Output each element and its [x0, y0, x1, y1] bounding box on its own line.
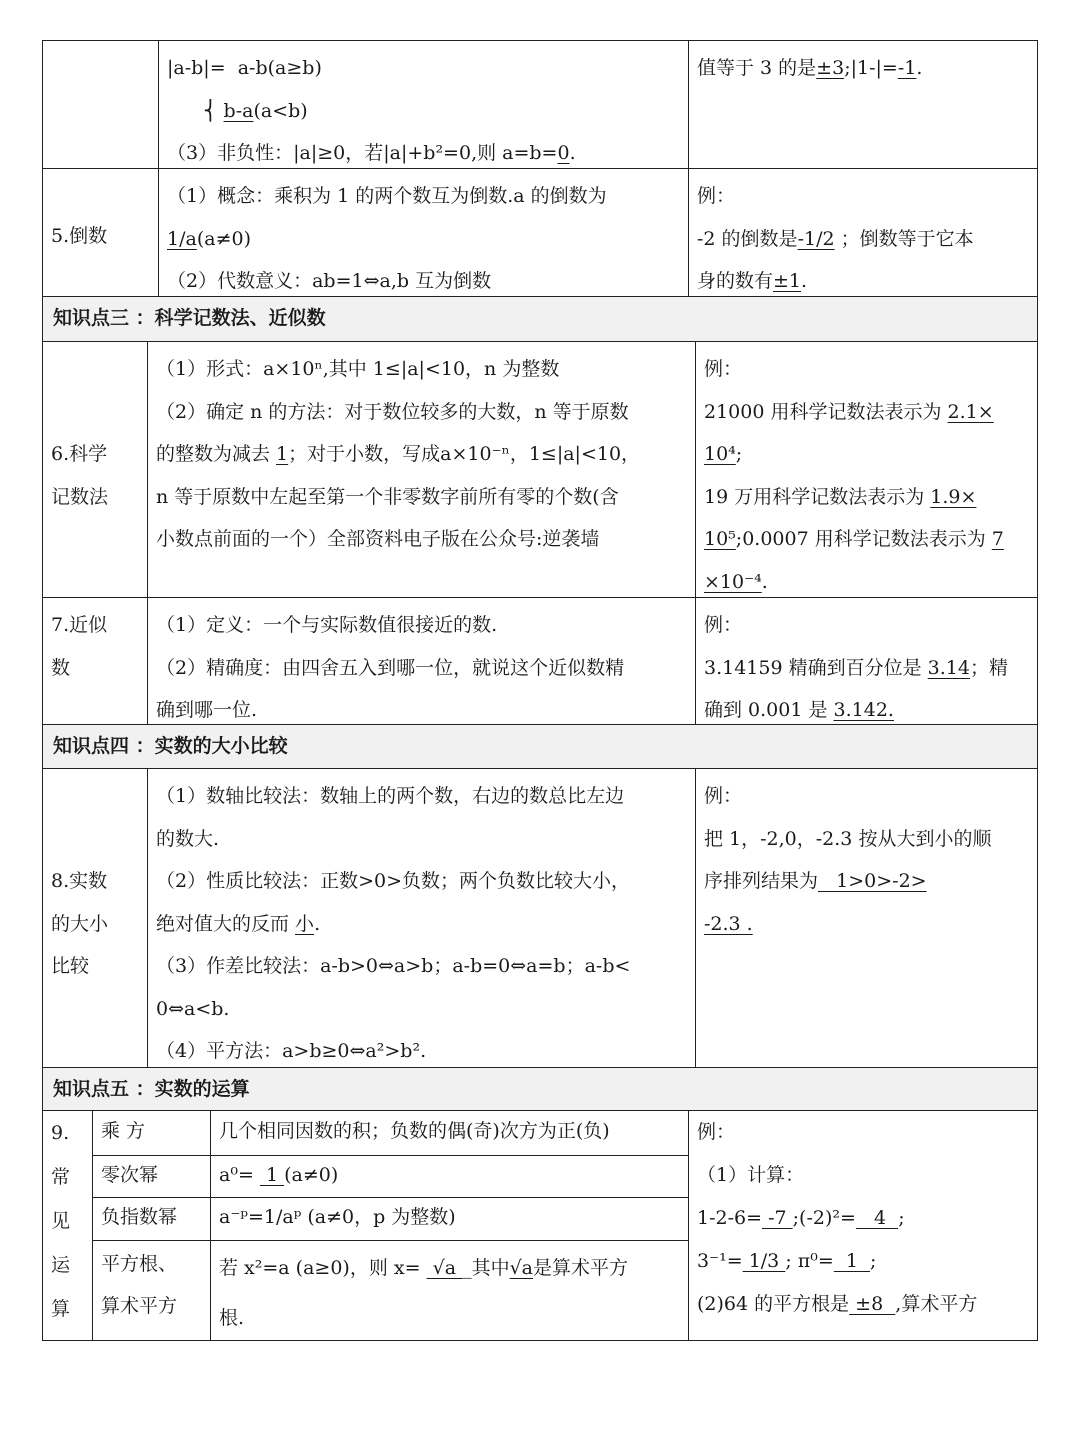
answer-blank: √a — [426, 1257, 463, 1279]
answer-blank: ×10⁻⁴ — [704, 570, 762, 593]
text-line — [156, 903, 687, 946]
operations-example-cell — [688, 1110, 1038, 1341]
text-segment: 零次幂 — [101, 1164, 159, 1186]
answer-blank: 3.142. — [833, 699, 894, 721]
text-segment: （1）概念：乘积为 1 的两个数互为倒数.a 的倒数为 — [167, 185, 607, 207]
text-segment: 的大小 — [51, 912, 109, 935]
text-line — [697, 260, 1029, 297]
text-line — [156, 1030, 687, 1068]
answer-blank: 1 — [833, 1250, 871, 1272]
text-segment: 7.近似 — [51, 614, 108, 636]
text-line — [704, 818, 1029, 861]
text-line — [704, 647, 1029, 690]
text-line — [51, 604, 139, 647]
text-line — [704, 903, 1029, 946]
text-line — [697, 1111, 1029, 1154]
text-segment: （1）定义：一个与实际数值很接近的数. — [156, 614, 498, 636]
text-line — [51, 945, 139, 988]
text-line — [704, 689, 1029, 725]
text-segment: (2)64 的平方根是 — [697, 1293, 850, 1315]
text-segment: ；精 — [969, 656, 1008, 679]
text-line — [704, 433, 1029, 476]
text-segment: （2）性质比较法：正数>0>负数；两个负数比较大小， — [156, 870, 631, 892]
text-segment: 6.科学 — [51, 443, 108, 465]
text-segment: 序排列结果为 — [704, 870, 819, 892]
sci-notation-definition-cell — [147, 341, 696, 598]
text-segment: 乘 方 — [101, 1120, 146, 1142]
neg-exp-name-cell — [92, 1197, 211, 1241]
compare-label-cell — [42, 768, 148, 1068]
text-line — [51, 391, 139, 434]
text-segment: . — [314, 912, 321, 935]
abs-definition-cell — [158, 40, 689, 169]
text-segment: a⁰= — [219, 1164, 260, 1186]
text-segment: n 等于原数中左起至第一个非零数字前所有零的个数(含 — [156, 485, 619, 508]
answer-blank: 1.9× — [930, 485, 977, 508]
reciprocal-label-cell — [42, 168, 159, 297]
text-segment: ; — [735, 443, 743, 465]
answer-blank: 2.1× — [947, 400, 994, 423]
reciprocal-definition-cell — [158, 168, 689, 297]
text-segment: ; — [870, 1250, 877, 1272]
text-line — [156, 604, 687, 647]
operations-label-cell — [42, 1110, 93, 1341]
text-segment: ；对于小数，写成a×10⁻ⁿ，1≤|a|<10， — [288, 443, 641, 465]
text-line — [156, 518, 687, 561]
answer-blank: 1 — [259, 1164, 285, 1186]
text-line — [51, 476, 139, 519]
sqrt-name-cell — [92, 1240, 211, 1341]
text-segment: 值等于 3 的是 — [697, 57, 817, 79]
text-line — [704, 348, 1029, 391]
text-line — [167, 218, 680, 261]
text-segment: . — [916, 57, 923, 79]
power-name-cell — [92, 1110, 211, 1156]
text-line — [704, 604, 1029, 647]
text-segment: 8.实数 — [51, 870, 108, 892]
text-line — [704, 775, 1029, 818]
text-segment: 例： — [704, 614, 743, 636]
text-segment: 算 — [51, 1298, 71, 1320]
text-segment: 见 — [51, 1210, 71, 1232]
answer-blank: -1 — [897, 57, 917, 79]
text-segment: (a≠0) — [196, 227, 251, 250]
text-segment: 数 — [51, 656, 71, 679]
text-segment: ；倒数等于它本 — [834, 227, 974, 250]
text-line — [219, 1160, 680, 1190]
text-segment: _其中 — [462, 1257, 510, 1279]
text-segment: 3⁻¹= — [697, 1250, 743, 1272]
answer-blank: 7 — [991, 528, 1004, 550]
text-segment: (a≠0) — [284, 1164, 339, 1186]
text-segment: （3）非负性：|a|≥0，若|a|+b²=0,则 a=b= — [167, 142, 558, 164]
text-line — [697, 47, 1029, 90]
text-line — [697, 1283, 1029, 1326]
answer-blank: 小 — [295, 912, 315, 935]
text-segment: 比较 — [51, 955, 90, 977]
text-segment: 身的数有 — [697, 270, 774, 292]
reciprocal-example-cell — [688, 168, 1038, 297]
text-segment: 的数大. — [156, 827, 220, 850]
text-line — [167, 47, 680, 90]
answer-blank: -2.3 . — [704, 912, 753, 935]
text-segment: （2）代数意义：ab=1⇔a,b 互为倒数 — [167, 270, 492, 292]
text-segment: 5.倒数 — [51, 225, 108, 247]
text-segment: 例： — [697, 1121, 736, 1143]
text-line — [219, 1293, 680, 1341]
compare-definition-cell — [147, 768, 696, 1068]
answer-blank: 4 — [855, 1207, 899, 1229]
text-line — [51, 1199, 84, 1243]
text-segment: 若 x²=a (a≥0)，则 x= — [219, 1257, 427, 1279]
text-line — [51, 775, 139, 818]
text-line — [51, 860, 139, 903]
text-segment: 19 万用科学记数法表示为 — [704, 485, 931, 508]
text-line — [156, 647, 687, 690]
text-line — [704, 391, 1029, 434]
text-segment: 21000 用科学记数法表示为 — [704, 400, 948, 423]
answer-blank: ±3 — [816, 57, 845, 79]
approx-example-cell — [695, 597, 1038, 725]
text-segment: ;0.0007 用科学记数法表示为 — [735, 528, 992, 550]
text-line — [704, 518, 1029, 561]
text-segment: . — [761, 570, 768, 593]
answer-blank: 1/3 — [742, 1250, 786, 1272]
text-segment: ;|1-|= — [844, 57, 898, 79]
text-segment: -2 的倒数是 — [697, 227, 798, 250]
answer-blank: 1/a — [167, 227, 197, 250]
text-line — [167, 90, 680, 133]
text-line — [704, 860, 1029, 903]
text-segment: 0⇔a<b. — [156, 997, 230, 1020]
text-line — [167, 260, 680, 297]
text-line — [697, 1154, 1029, 1197]
text-segment: （2）精确度：由四舍五入到哪一位，就说这个近似数精 — [156, 656, 625, 679]
text-segment: 确到 0.001 是 — [704, 699, 834, 721]
text-segment: 几个相同因数的积；负数的偶(奇)次方为正(负) — [219, 1120, 610, 1142]
text-line — [219, 1202, 680, 1232]
text-segment: 负指数幂 — [101, 1206, 178, 1228]
text-segment: 算术平方 — [101, 1295, 178, 1317]
text-line — [156, 775, 687, 818]
text-segment: （3）作差比较法：a-b>0⇔a>b；a-b=0⇔a=b；a-b< — [156, 955, 631, 977]
text-line — [156, 945, 687, 988]
text-line — [51, 433, 139, 476]
text-line — [156, 988, 687, 1031]
section-header-4: 知识点四 ：实数的大小比较 — [42, 724, 1038, 769]
sci-notation-example-cell — [695, 341, 1038, 598]
text-segment: 9. — [51, 1122, 70, 1144]
text-segment: （1）数轴比较法：数轴上的两个数，右边的数总比左边 — [156, 785, 625, 807]
text-segment: 运 — [51, 1254, 71, 1276]
zero-power-desc-cell — [210, 1155, 689, 1198]
section-header-3: 知识点三 ：科学记数法、近似数 — [42, 296, 1038, 342]
text-segment: （2）确定 n 的方法：对于数位较多的大数，n 等于原数 — [156, 400, 629, 423]
answer-blank: 1>0>-2> — [818, 870, 927, 892]
answer-blank: √a — [509, 1257, 534, 1279]
text-segment: |a-b|= a-b(a≥b) — [167, 57, 322, 79]
text-line — [156, 348, 687, 391]
text-segment: (a<b) — [253, 99, 308, 122]
text-line — [697, 175, 1029, 218]
text-line — [101, 1115, 202, 1147]
approx-label-cell — [42, 597, 148, 725]
text-line — [51, 1287, 84, 1331]
text-segment: 把 1，-2,0，-2.3 按从大到小的顺 — [704, 827, 992, 850]
text-segment: . — [801, 270, 808, 292]
text-segment: ; π⁰= — [785, 1250, 834, 1272]
text-segment: 例： — [704, 358, 743, 380]
sci-notation-label-cell — [42, 341, 148, 598]
text-segment: （4）平方法：a>b≥0⇔a²>b². — [156, 1040, 427, 1062]
text-segment: 平方根、 — [101, 1253, 178, 1275]
answer-blank: -7 — [762, 1207, 793, 1229]
text-line — [219, 1115, 680, 1147]
text-line — [101, 1202, 202, 1232]
text-line — [51, 348, 139, 391]
text-line — [156, 860, 687, 903]
text-segment: （1）计算： — [697, 1164, 805, 1186]
text-line — [167, 175, 680, 218]
text-segment: ;(-2)²= — [792, 1207, 856, 1229]
section-header-5: 知识点五 ：实数的运算 — [42, 1067, 1038, 1111]
answer-blank: 3.14 — [927, 656, 970, 679]
text-segment: a⁻ᵖ=1/aᵖ (a≠0，p 为整数) — [219, 1206, 456, 1228]
text-segment: ⎨ — [167, 99, 224, 122]
power-desc-cell — [210, 1110, 689, 1156]
text-line — [51, 175, 150, 216]
answer-blank: 10⁵ — [704, 528, 736, 550]
text-segment: 确到哪一位. — [156, 699, 258, 721]
text-segment: ; — [898, 1207, 905, 1229]
text-line — [704, 561, 1029, 599]
text-line — [697, 1197, 1029, 1240]
text-line — [51, 1243, 84, 1287]
text-segment: 记数法 — [51, 485, 109, 508]
sqrt-desc-cell — [210, 1240, 689, 1341]
text-segment: 例： — [697, 185, 736, 207]
abs-example-cell — [688, 40, 1038, 169]
text-segment: 是算术平方 — [533, 1257, 629, 1279]
text-segment: 常 — [51, 1166, 71, 1188]
text-line — [156, 818, 687, 861]
text-line — [704, 476, 1029, 519]
text-line — [51, 818, 139, 861]
text-line — [101, 1285, 202, 1327]
zero-power-name-cell — [92, 1155, 211, 1198]
text-line — [167, 132, 680, 169]
text-line — [101, 1160, 202, 1190]
answer-blank: ±1 — [773, 270, 802, 292]
approx-definition-cell — [147, 597, 696, 725]
answer-blank: 0 — [557, 142, 570, 164]
text-line — [156, 476, 687, 519]
text-segment: （1）形式：a×10ⁿ,其中 1≤|a|<10，n 为整数 — [156, 358, 560, 380]
text-segment: 绝对值大的反而 — [156, 912, 296, 935]
text-line — [156, 433, 687, 476]
text-line — [697, 1240, 1029, 1283]
answer-blank: ±8 — [849, 1293, 896, 1315]
text-segment: 例： — [704, 785, 743, 807]
text-segment: 1-2-6= — [697, 1207, 763, 1229]
text-line — [697, 218, 1029, 261]
text-segment: . — [569, 142, 576, 164]
neg-exp-desc-cell — [210, 1197, 689, 1241]
text-segment: 小数点前面的一个）全部资料电子版在公众号:逆袭墙 — [156, 528, 600, 550]
text-segment: 3.14159 精确到百分位是 — [704, 656, 928, 679]
text-line — [51, 1155, 84, 1199]
text-line — [51, 903, 139, 946]
text-line — [156, 689, 687, 725]
answer-blank: 10⁴ — [704, 443, 736, 465]
abs-left-cell — [42, 40, 159, 169]
answer-blank: b-a — [223, 99, 254, 122]
text-segment: ,算术平方 — [895, 1293, 978, 1315]
text-line — [101, 1243, 202, 1285]
compare-example-cell — [695, 768, 1038, 1068]
text-line — [51, 647, 139, 690]
text-line — [156, 391, 687, 434]
text-segment: 根. — [219, 1307, 245, 1329]
answer-blank: -1/2 — [797, 227, 835, 250]
answer-blank: 1 — [276, 443, 289, 465]
text-line — [51, 1111, 84, 1155]
text-line — [219, 1243, 680, 1293]
text-segment: 的整数为减去 — [156, 443, 277, 465]
text-line — [51, 216, 150, 257]
